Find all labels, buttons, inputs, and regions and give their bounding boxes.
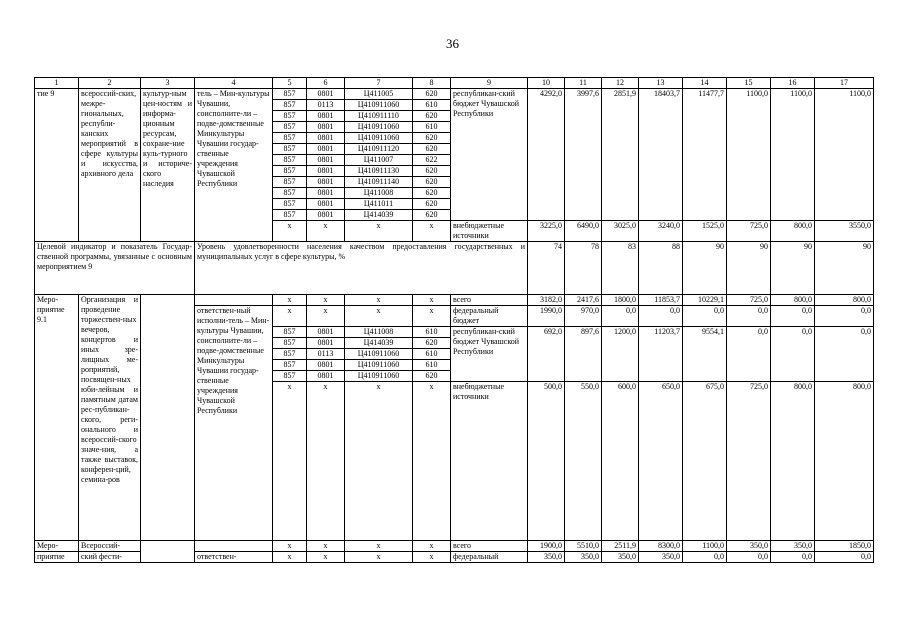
x-code-cell: x <box>273 552 307 563</box>
grbs-code: 857 <box>273 360 307 371</box>
grbs-code: 857 <box>273 199 307 210</box>
grbs-code: 857 <box>273 349 307 360</box>
amount-cell: 350,0 <box>528 552 565 563</box>
header-cell-14: 14 <box>683 78 727 89</box>
x-code-cell: x <box>307 552 345 563</box>
header-cell-7: 7 <box>345 78 413 89</box>
task-cell: культур-ным цен-ностям и информа-ционным ресурсам, сохране-ние куль-турного и историче-ского наследия <box>141 89 195 242</box>
header-cell-2: 2 <box>79 78 141 89</box>
indicator-value: 90 <box>727 242 771 295</box>
x-code-cell: x <box>345 552 413 563</box>
amount-cell: 1850,0 <box>815 541 874 552</box>
amount-cell: 1100,0 <box>683 541 727 552</box>
amount-cell: 11477,7 <box>683 89 727 221</box>
event-number-cell: Меро- <box>35 541 79 552</box>
funding-source-cell: республикан-ский бюджет Чувашской Республики <box>451 327 528 382</box>
funding-source-cell: внебюджетные источники <box>451 221 528 242</box>
expense-type-code: 620 <box>413 371 451 382</box>
target-article-code: Ц411008 <box>345 327 413 338</box>
x-code-cell: x <box>273 295 307 306</box>
x-code-cell: x <box>273 541 307 552</box>
target-article-code: Ц411008 <box>345 188 413 199</box>
x-code-cell: x <box>345 306 413 327</box>
header-cell-1: 1 <box>35 78 79 89</box>
target-article-code: Ц411007 <box>345 155 413 166</box>
section-code: 0801 <box>307 89 345 100</box>
amount-cell: 350,0 <box>565 552 602 563</box>
target-article-code: Ц410911120 <box>345 144 413 155</box>
header-cell-11: 11 <box>565 78 602 89</box>
target-article-code: Ц410911060 <box>345 349 413 360</box>
amount-cell: 650,0 <box>639 382 683 541</box>
x-code-cell: x <box>345 541 413 552</box>
expense-type-code: 620 <box>413 188 451 199</box>
x-code-cell: x <box>413 382 451 541</box>
amount-cell: 0,0 <box>683 306 727 327</box>
grbs-code: 857 <box>273 155 307 166</box>
grbs-code: 857 <box>273 144 307 155</box>
amount-cell: 350,0 <box>602 552 639 563</box>
expense-type-code: 620 <box>413 89 451 100</box>
header-cell-15: 15 <box>727 78 771 89</box>
grbs-code: 857 <box>273 210 307 221</box>
amount-cell: 0,0 <box>815 552 874 563</box>
section-code: 0801 <box>307 122 345 133</box>
amount-cell: 800,0 <box>815 382 874 541</box>
amount-cell: 0,0 <box>683 552 727 563</box>
x-code-cell: x <box>273 306 307 327</box>
grbs-code: 857 <box>273 122 307 133</box>
amount-cell: 8300,0 <box>639 541 683 552</box>
amount-cell: 970,0 <box>565 306 602 327</box>
table-body <box>35 78 874 563</box>
x-code-cell: x <box>307 295 345 306</box>
funding-source-cell: федеральный бюджет <box>451 306 528 327</box>
amount-cell: 1200,0 <box>602 327 639 382</box>
header-cell-9: 9 <box>451 78 528 89</box>
executor-top-cell <box>195 295 273 306</box>
target-article-code: Ц410911060 <box>345 133 413 144</box>
header-cell-6: 6 <box>307 78 345 89</box>
expense-type-code: 620 <box>413 338 451 349</box>
grbs-code: 857 <box>273 111 307 122</box>
event-number-cell: приятие <box>35 552 79 563</box>
x-code-cell: x <box>413 306 451 327</box>
section-code: 0801 <box>307 188 345 199</box>
amount-cell: 3225,0 <box>528 221 565 242</box>
table-row <box>35 89 874 100</box>
target-article-code: Ц410911110 <box>345 111 413 122</box>
amount-cell: 0,0 <box>727 327 771 382</box>
indicator-value: 74 <box>528 242 565 295</box>
indicator-value: 78 <box>565 242 602 295</box>
x-code-cell: x <box>345 382 413 541</box>
expense-type-code: 610 <box>413 327 451 338</box>
amount-cell: 800,0 <box>815 295 874 306</box>
x-code-cell: x <box>307 382 345 541</box>
expense-type-code: 620 <box>413 133 451 144</box>
section-code: 0113 <box>307 349 345 360</box>
amount-cell: 897,6 <box>565 327 602 382</box>
amount-cell: 3240,0 <box>639 221 683 242</box>
section-code: 0801 <box>307 338 345 349</box>
amount-cell: 0,0 <box>815 306 874 327</box>
x-code-cell: x <box>345 221 413 242</box>
event-name-cell: ский фести- <box>79 552 141 563</box>
expense-type-code: 620 <box>413 111 451 122</box>
amount-cell: 350,0 <box>771 541 815 552</box>
section-code: 0801 <box>307 177 345 188</box>
header-cell-4: 4 <box>195 78 273 89</box>
grbs-code: 857 <box>273 371 307 382</box>
x-code-cell: x <box>413 552 451 563</box>
amount-cell: 3997,6 <box>565 89 602 221</box>
header-cell-13: 13 <box>639 78 683 89</box>
header-row <box>35 78 874 89</box>
amount-cell: 692,0 <box>528 327 565 382</box>
indicator-value: 90 <box>815 242 874 295</box>
indicator-label: Целевой индикатор и показатель Государ-ственной программы, увязанные с основным мероприятием 9 <box>35 242 195 295</box>
event-name-cell: Всероссий- <box>79 541 141 552</box>
amount-cell: 0,0 <box>815 327 874 382</box>
amount-cell: 11203,7 <box>639 327 683 382</box>
event-name-cell: Организация и проведение торжествен-ных вечеров, концертов и иных зре-лищных ме-роприятий, посвящен-ных юби-лейным и памятным датам рес-публикан-ского, реги-онального и всероссий-ского значе-ния, а также выставок, конферен-ций, семина-ров <box>79 295 141 541</box>
section-code: 0801 <box>307 111 345 122</box>
amount-cell: 600,0 <box>602 382 639 541</box>
header-cell-10: 10 <box>528 78 565 89</box>
x-code-cell: x <box>413 295 451 306</box>
expense-type-code: 610 <box>413 122 451 133</box>
amount-cell: 6490,0 <box>565 221 602 242</box>
amount-cell: 0,0 <box>771 327 815 382</box>
section-code: 0801 <box>307 371 345 382</box>
indicator-value: 90 <box>771 242 815 295</box>
page-number: 36 <box>446 36 459 51</box>
section-code: 0113 <box>307 100 345 111</box>
amount-cell: 1800,0 <box>602 295 639 306</box>
x-code-cell: x <box>307 221 345 242</box>
amount-cell: 2417,6 <box>565 295 602 306</box>
x-code-cell: x <box>345 295 413 306</box>
funding-source-cell: всего <box>451 541 528 552</box>
expense-type-code: 620 <box>413 144 451 155</box>
amount-cell: 1100,0 <box>727 89 771 221</box>
event-name-cell: всероссий-ских, межре-гиональных, республи-канских мероприятий в сфере культуры и искусства, архивного дела <box>79 89 141 242</box>
expense-type-code: 620 <box>413 210 451 221</box>
indicator-value: 83 <box>602 242 639 295</box>
amount-cell: 725,0 <box>727 295 771 306</box>
indicator-value: 90 <box>683 242 727 295</box>
header-cell-5: 5 <box>273 78 307 89</box>
funding-source-cell: федеральный <box>451 552 528 563</box>
amount-cell: 500,0 <box>528 382 565 541</box>
expense-type-code: 620 <box>413 199 451 210</box>
target-article-code: Ц411005 <box>345 89 413 100</box>
amount-cell: 2511,9 <box>602 541 639 552</box>
executor-cell: ответствен-ный исполни-тель – Мин-культуры Чувашии, соисполните-ли – подве-домственные Минкультуры Чувашии государ-ственные учреждения Чувашской Республики <box>195 306 273 541</box>
amount-cell: 800,0 <box>771 221 815 242</box>
header-cell-16: 16 <box>771 78 815 89</box>
amount-cell: 3025,0 <box>602 221 639 242</box>
header-cell-17: 17 <box>815 78 874 89</box>
amount-cell: 0,0 <box>727 306 771 327</box>
table-row <box>35 541 874 552</box>
amount-cell: 0,0 <box>771 552 815 563</box>
amount-cell: 0,0 <box>771 306 815 327</box>
header-cell-12: 12 <box>602 78 639 89</box>
header-cell-3: 3 <box>141 78 195 89</box>
target-article-code: Ц410911130 <box>345 166 413 177</box>
amount-cell: 11853,7 <box>639 295 683 306</box>
grbs-code: 857 <box>273 177 307 188</box>
target-article-code: Ц414039 <box>345 210 413 221</box>
executor-cell: тель – Мин-культуры Чувашии, соисполните-ли – подве-домственные Минкультуры Чувашии государ-ственные учреждения Чувашской Республики <box>195 89 273 242</box>
target-article-code: Ц410911060 <box>345 360 413 371</box>
expense-type-code: 610 <box>413 100 451 111</box>
indicator-row <box>35 242 874 295</box>
amount-cell: 3182,0 <box>528 295 565 306</box>
amount-cell: 800,0 <box>771 382 815 541</box>
header-cell-8: 8 <box>413 78 451 89</box>
amount-cell: 725,0 <box>727 382 771 541</box>
target-article-code: Ц410911140 <box>345 177 413 188</box>
amount-cell: 5510,0 <box>565 541 602 552</box>
grbs-code: 857 <box>273 188 307 199</box>
grbs-code: 857 <box>273 338 307 349</box>
amount-cell: 1100,0 <box>815 89 874 221</box>
grbs-code: 857 <box>273 327 307 338</box>
budget-table <box>34 77 874 563</box>
target-article-code: Ц410911060 <box>345 100 413 111</box>
amount-cell: 9554,1 <box>683 327 727 382</box>
amount-cell: 1990,0 <box>528 306 565 327</box>
amount-cell: 10229,1 <box>683 295 727 306</box>
amount-cell: 0,0 <box>602 306 639 327</box>
amount-cell: 350,0 <box>639 552 683 563</box>
grbs-code: 857 <box>273 133 307 144</box>
indicator-value: 88 <box>639 242 683 295</box>
amount-cell: 0,0 <box>639 306 683 327</box>
expense-type-code: 620 <box>413 177 451 188</box>
indicator-text: Уровень удовлетворенности населения качеством предоставления государственных и муниципальных услуг в сфере культуры, % <box>195 242 528 295</box>
section-code: 0801 <box>307 166 345 177</box>
table-row <box>35 295 874 306</box>
amount-cell: 1100,0 <box>771 89 815 221</box>
amount-cell: 675,0 <box>683 382 727 541</box>
grbs-code: 857 <box>273 89 307 100</box>
executor-cell: ответствен- <box>195 552 273 563</box>
task-cell <box>141 541 195 563</box>
x-code-cell: x <box>307 306 345 327</box>
target-article-code: Ц411011 <box>345 199 413 210</box>
target-article-code: Ц410911060 <box>345 122 413 133</box>
section-code: 0801 <box>307 327 345 338</box>
target-article-code: Ц414039 <box>345 338 413 349</box>
amount-cell: 350,0 <box>727 541 771 552</box>
section-code: 0801 <box>307 210 345 221</box>
x-code-cell: x <box>273 382 307 541</box>
amount-cell: 2851,9 <box>602 89 639 221</box>
amount-cell: 0,0 <box>727 552 771 563</box>
amount-cell: 3550,0 <box>815 221 874 242</box>
section-code: 0801 <box>307 133 345 144</box>
section-code: 0801 <box>307 360 345 371</box>
x-code-cell: x <box>307 541 345 552</box>
expense-type-code: 622 <box>413 155 451 166</box>
grbs-code: 857 <box>273 100 307 111</box>
expense-type-code: 610 <box>413 360 451 371</box>
amount-cell: 18403,7 <box>639 89 683 221</box>
x-code-cell: x <box>413 221 451 242</box>
target-article-code: Ц410911060 <box>345 371 413 382</box>
event-number-cell: тие 9 <box>35 89 79 242</box>
amount-cell: 550,0 <box>565 382 602 541</box>
funding-source-cell: республикан-ский бюджет Чувашской Республики <box>451 89 528 221</box>
task-cell <box>141 295 195 541</box>
amount-cell: 800,0 <box>771 295 815 306</box>
amount-cell: 725,0 <box>727 221 771 242</box>
funding-source-cell: всего <box>451 295 528 306</box>
amount-cell: 1525,0 <box>683 221 727 242</box>
amount-cell: 4292,0 <box>528 89 565 221</box>
x-code-cell: x <box>413 541 451 552</box>
expense-type-code: 610 <box>413 349 451 360</box>
funding-source-cell: внебюджетные источники <box>451 382 528 541</box>
executor-top-cell <box>195 541 273 552</box>
grbs-code: 857 <box>273 166 307 177</box>
expense-type-code: 620 <box>413 166 451 177</box>
section-code: 0801 <box>307 199 345 210</box>
event-number-cell: Меро-приятие 9.1 <box>35 295 79 541</box>
x-code-cell: x <box>273 221 307 242</box>
section-code: 0801 <box>307 155 345 166</box>
section-code: 0801 <box>307 144 345 155</box>
amount-cell: 1900,0 <box>528 541 565 552</box>
